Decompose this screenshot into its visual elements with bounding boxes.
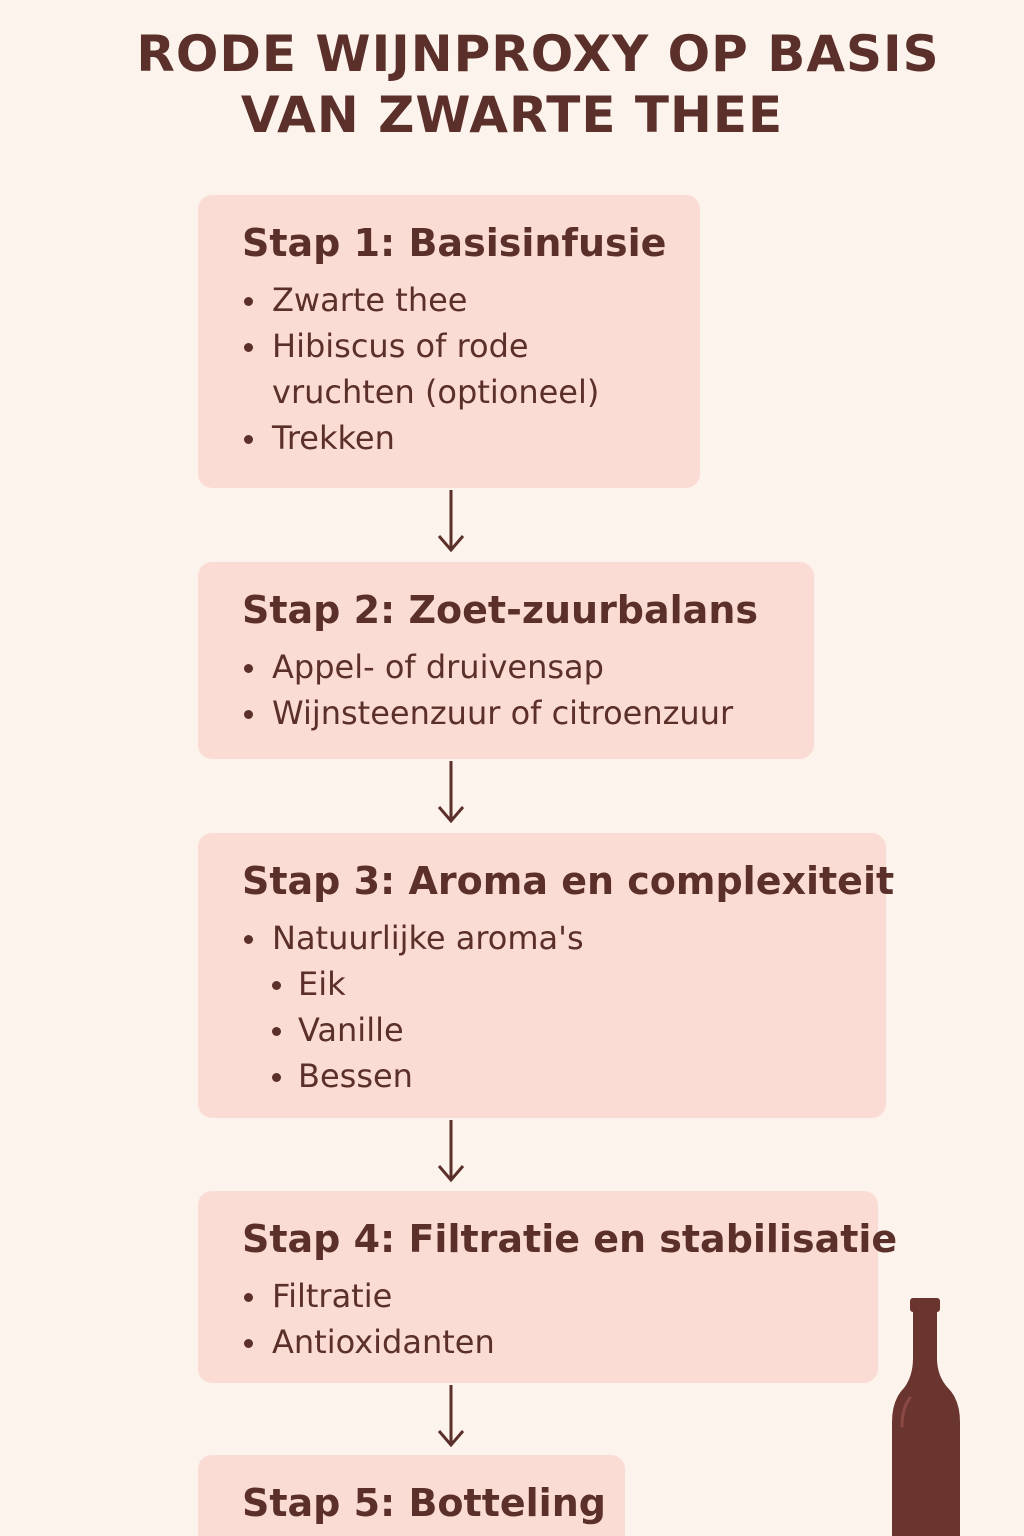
page-title <box>0 24 1024 146</box>
step-4-bullet-2: Antioxidanten <box>242 1319 858 1365</box>
step-2-title: Stap 2: Zoet-zuurbalans <box>242 588 758 632</box>
step-3-sub-bullet-2: Vanille <box>270 1007 866 1053</box>
step-1-box <box>198 195 700 488</box>
step-3-list <box>242 915 866 1099</box>
wine-bottle-icon <box>884 1296 968 1536</box>
step-1-list <box>242 277 680 461</box>
step-1-bullet-3: Trekken <box>242 415 680 461</box>
step-4-box <box>198 1191 898 1383</box>
step-4-title: Stap 4: Filtratie en stabilisatie <box>242 1217 898 1261</box>
step-3-bullet-1: Natuurlijke aroma's <box>242 915 866 961</box>
step-4-list <box>242 1273 858 1365</box>
arrow-down-icon <box>436 488 466 554</box>
step-3-sub-bullet-1: Eik <box>270 961 866 1007</box>
step-3-sub-bullet-3: Bessen <box>270 1053 866 1099</box>
arrow-down-icon <box>436 1383 466 1449</box>
step-2-box <box>198 562 814 759</box>
step-1-title: Stap 1: Basisinfusie <box>242 221 667 265</box>
step-3-box <box>198 833 895 1118</box>
title-line-1: RODE WIJNPROXY OP BASIS <box>136 25 940 83</box>
step-5-box <box>198 1455 625 1536</box>
step-1-bullet-2: Hibiscus of rode vruchten (optioneel) <box>242 323 632 415</box>
step-2-bullet-2: Wijnsteenzuur of citroenzuur <box>242 690 794 736</box>
title-line-2: VAN ZWARTE THEE <box>240 86 784 144</box>
arrow-down-icon <box>436 759 466 825</box>
arrow-down-icon <box>436 1118 466 1184</box>
step-5-title: Stap 5: Botteling <box>242 1481 606 1525</box>
step-2-list <box>242 644 794 736</box>
step-1-bullet-1: Zwarte thee <box>242 277 680 323</box>
step-2-bullet-1: Appel- of druivensap <box>242 644 794 690</box>
step-3-title: Stap 3: Aroma en complexiteit <box>242 859 895 903</box>
step-4-bullet-1: Filtratie <box>242 1273 858 1319</box>
